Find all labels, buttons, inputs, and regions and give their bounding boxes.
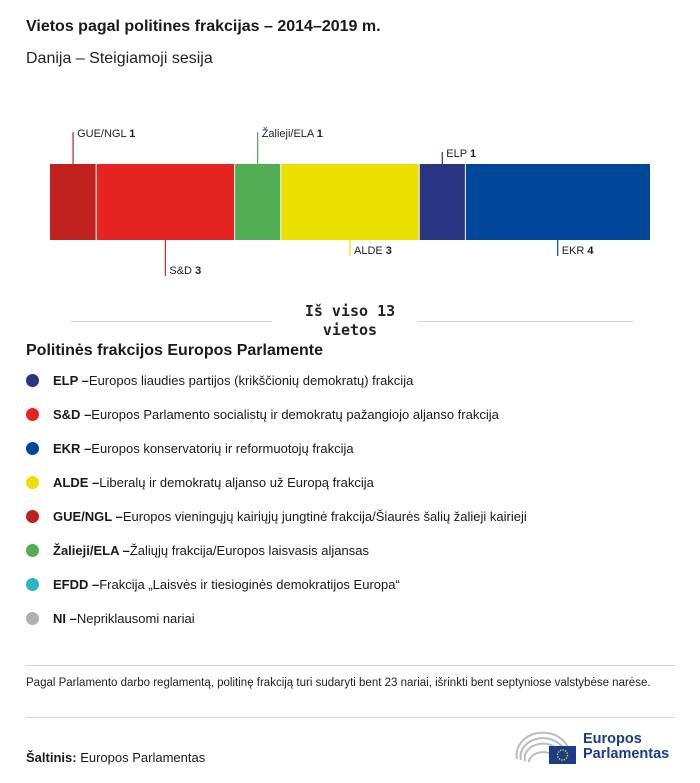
chart-subtitle: Danija – Steigiamoji sesija: [26, 50, 213, 67]
total-divider-right: [418, 321, 634, 322]
legend-item: [26, 577, 527, 611]
bar-segment-ekr: [465, 164, 650, 240]
legend: [26, 373, 527, 645]
footnote: Pagal Parlamento darbo reglamentą, politinę frakciją turi sudaryti bent 23 nariai, išrinkti bent septyniose valstybėse narėse.: [26, 677, 651, 689]
parliament-logo: [515, 727, 675, 767]
legend-item: [26, 441, 527, 475]
legend-dot: [26, 578, 39, 591]
logo-line-2: Parlamentas: [583, 746, 670, 762]
segment-label-ekr: [558, 240, 595, 257]
legend-item: [26, 475, 527, 509]
segment-label-gue-ngl: [73, 128, 135, 164]
segment-label-s-d: [165, 240, 201, 277]
segment-label--alieji-ela: [258, 127, 323, 164]
segment-label-text: EKR 4: [561, 245, 594, 257]
segment-label-alde: [350, 240, 392, 257]
legend-abbr: ALDE –: [53, 475, 99, 490]
legend-item: [26, 611, 527, 645]
legend-text: Nepriklausomi nariai: [76, 611, 195, 626]
legend-text: Frakcija „Laisvės ir tiesioginės demokratijos Europa“: [99, 577, 400, 592]
note-divider-top: [26, 665, 675, 666]
legend-abbr: Žalieji/ELA –: [53, 543, 130, 558]
legend-dot: [26, 476, 39, 489]
segment-label-text: Žalieji/ELA 1: [261, 128, 323, 140]
legend-dot: [26, 408, 39, 421]
source-label: Šaltinis:: [26, 750, 77, 765]
segment-label-elp: [442, 148, 476, 164]
seat-chart: [0, 120, 700, 290]
bar-segment-alde: [281, 164, 419, 240]
legend-item: [26, 373, 527, 407]
legend-dot: [26, 544, 39, 557]
legend-item: [26, 509, 527, 543]
legend-text: Europos konservatorių ir reformuotojų frakcija: [91, 441, 354, 456]
legend-abbr: EFDD –: [53, 577, 99, 592]
legend-text: Europos Parlamento socialistų ir demokratų pažangiojo aljanso frakcija: [91, 407, 499, 422]
legend-abbr: EKR –: [53, 441, 91, 456]
legend-dot: [26, 374, 39, 387]
bar-segment-s-d: [96, 164, 234, 240]
legend-dot: [26, 442, 39, 455]
source-text: Europos Parlamentas: [80, 750, 206, 765]
note-divider-bottom: [26, 717, 675, 718]
logo-line-1: Europos: [583, 731, 642, 747]
legend-dot: [26, 612, 39, 625]
legend-abbr: S&D –: [53, 407, 91, 422]
legend-abbr: ELP –: [53, 373, 89, 388]
segment-label-text: ELP 1: [446, 148, 477, 160]
legend-text: Žaliųjų frakcija/Europos laisvasis aljansas: [129, 543, 369, 558]
legend-text: Europos vieningųjų kairiųjų jungtinė frakcija/Šiaurės šalių žalieji kairieji: [122, 509, 527, 524]
legend-abbr: NI –: [53, 611, 77, 626]
total-seats-label: Iš viso 13 vietos: [304, 302, 396, 339]
legend-text: Liberalų ir demokratų aljanso už Europą frakcija: [99, 475, 374, 490]
bar-segment-elp: [419, 164, 465, 240]
total-divider-left: [70, 321, 272, 322]
source-line: [26, 750, 205, 765]
legend-text: Europos liaudies partijos (krikščionių demokratų) frakcija: [88, 373, 414, 388]
segment-label-text: ALDE 3: [354, 245, 392, 257]
legend-abbr: GUE/NGL –: [53, 509, 123, 524]
legend-item: [26, 407, 527, 441]
bar-segment--alieji-ela: [235, 164, 281, 240]
chart-title: Vietos pagal politines frakcijas – 2014–2019 m.: [26, 18, 381, 35]
legend-title: Politinės frakcijos Europos Parlamente: [26, 342, 323, 359]
bar-segment-gue-ngl: [50, 164, 96, 240]
segment-label-text: S&D 3: [169, 265, 202, 277]
legend-item: [26, 543, 527, 577]
legend-dot: [26, 510, 39, 523]
segment-label-text: GUE/NGL 1: [77, 128, 136, 140]
hemicycle-flag-icon: [515, 729, 577, 765]
